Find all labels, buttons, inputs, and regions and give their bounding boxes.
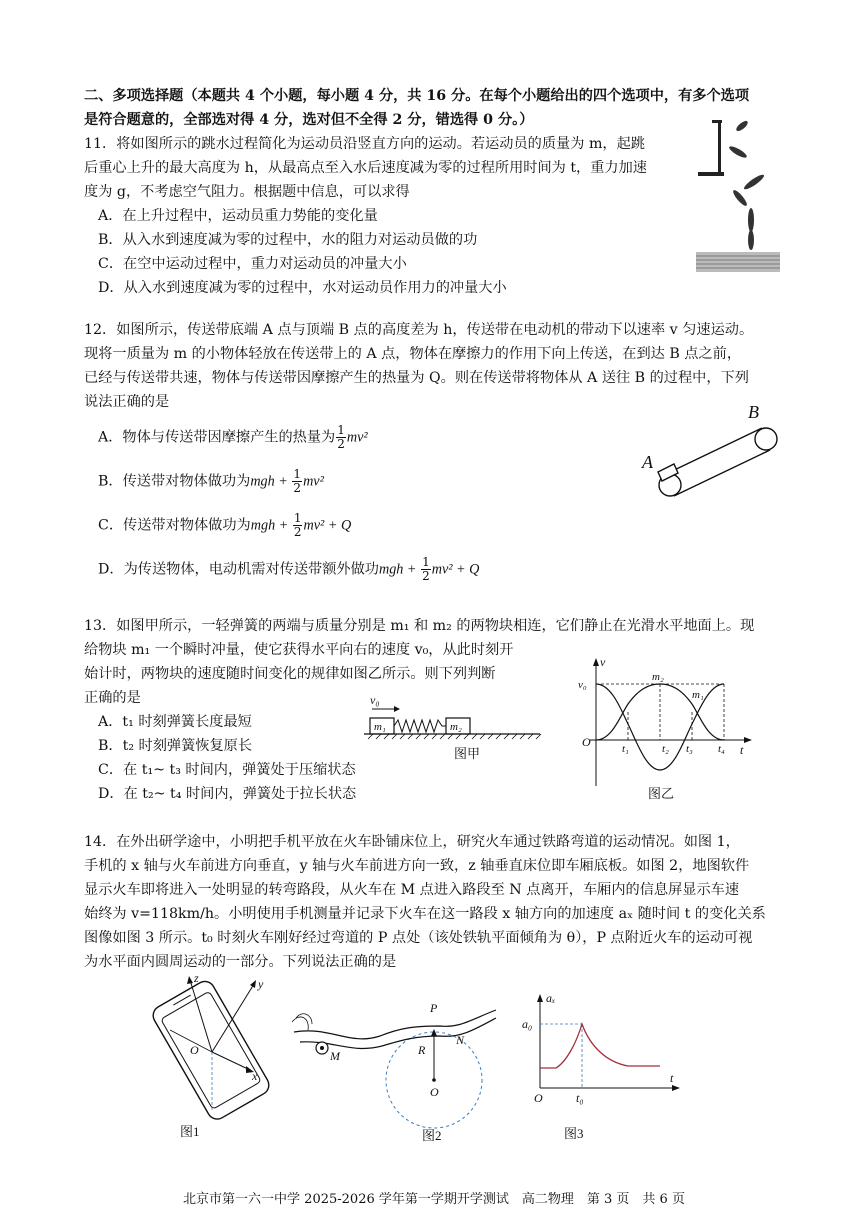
p-point-label: P	[430, 1001, 438, 1015]
section-heading-line1: 二、多项选择题（本题共 4 个小题，每小题 4 分，共 16 分。在每个小题给出的四个选项中，有多个选项	[84, 88, 750, 104]
fig-yi-caption: 图乙	[648, 786, 675, 801]
x-axis-label: x	[252, 1069, 258, 1083]
m1-curve-label: m₁	[692, 689, 704, 701]
v0-label: v₀	[370, 693, 380, 707]
ax-curve	[540, 1024, 660, 1068]
t-axis-label: t	[670, 1071, 674, 1085]
q12-stem-line3: 已经与传送带共速，物体与传送带因摩擦产生的热量为 Q。则在传送带将物体从 A 送往 B 的过程中，下列	[84, 370, 749, 386]
fig3-caption: 图3	[564, 1126, 584, 1141]
v-axis-label: v	[600, 655, 606, 669]
t1-tick: t₁	[622, 743, 629, 755]
m1-block-label: m₁	[374, 721, 386, 733]
label-a: A	[642, 452, 653, 472]
y-axis-label: y	[258, 977, 264, 991]
center-label: O	[430, 1085, 439, 1099]
phone-axes-figure	[150, 972, 280, 1142]
diving-figure	[696, 112, 780, 282]
q11-option-b: B．从入水到速度减为零的过程中，水的阻力对运动员做的功	[98, 232, 478, 248]
q11-option-c: C．在空中运动过程中，重力对运动员的冲量大小	[98, 256, 407, 272]
ax-axis-label: aₓ	[546, 991, 556, 1005]
q11-stem-line1: 11．将如图所示的跳水过程简化为运动员沿竖直方向的运动。若运动员的质量为 m，起跳	[84, 136, 645, 152]
q12-stem-line2: 现将一质量为 m 的小物体轻放在传送带上的 A 点，物体在摩擦力的作用下向上传送，在到达 B 点之前，	[84, 346, 742, 362]
conveyor-figure	[636, 400, 786, 510]
fraction-half: $\frac{1}{2}$	[422, 555, 430, 583]
origin-label: O	[190, 1043, 199, 1057]
velocity-time-graph	[576, 654, 756, 804]
t2-tick: t₂	[662, 743, 669, 755]
curved-track-figure	[290, 996, 500, 1146]
n-point-label: N	[456, 1033, 465, 1047]
fraction-half: $\frac{1}{2}$	[337, 423, 345, 451]
t4-tick: t₄	[718, 743, 725, 755]
spring-blocks-figure	[364, 692, 544, 772]
q12-option-c: C．传送带对物体做功为mgh + $\frac{1}{2}$ mv² + Q	[98, 511, 352, 539]
q11-stem-line3: 度为 g，不考虑空气阻力。根据题中信息，可以求得	[84, 184, 410, 200]
q14-stem-line4: 始终为 v=118km/h。小明使用手机测量并记录下火车在这一路段 x 轴方向的加速度 aₓ 随时间 t 的变化关系	[84, 906, 766, 922]
q13-stem-line2: 给物块 m₁ 一个瞬时冲量，使它获得水平向右的速度 v₀，从此时刻开	[84, 642, 514, 658]
q13-stem-line1: 13．如图甲所示，一轻弹簧的两端与质量分别是 m₁ 和 m₂ 的两物块相连，它们静止在光滑水平地面上。现	[84, 618, 755, 634]
q13-stem-line4: 正确的是	[84, 690, 141, 706]
fig-jia-caption: 图甲	[454, 746, 481, 761]
q14-stem-line1: 14．在外出研学途中，小明把手机平放在火车卧铺床位上，研究火车通过铁路弯道的运动情况。如图 1，	[84, 834, 740, 850]
q11-option-a: A．在上升过程中，运动员重力势能的变化量	[98, 208, 378, 224]
v0-tick-label: v₀	[578, 679, 587, 691]
label-b: B	[748, 402, 759, 422]
q12-stem-line4: 说法正确的是	[84, 394, 170, 410]
z-axis-label: z	[194, 971, 199, 985]
fig1-caption: 图1	[180, 1124, 200, 1139]
acceleration-time-graph	[520, 988, 690, 1143]
q13-stem-line3: 始计时，两物块的速度随时间变化的规律如图乙所示。则下列判断	[84, 666, 496, 682]
q14-stem-line5: 图像如图 3 所示。t₀ 时刻火车刚好经过弯道的 P 点处（该处铁轨平面倾角为 θ），P 点附近火车的运动可视	[84, 930, 753, 946]
q12-option-b: B．传送带对物体做功为mgh + $\frac{1}{2}$ mv²	[98, 467, 324, 495]
q12-option-d: D．为传送物体，电动机需对传送带额外做功mgh + $\frac{1}{2}$ mv² + Q	[98, 555, 480, 583]
origin-label: O	[582, 735, 591, 749]
origin-label: O	[534, 1091, 543, 1105]
q13-option-b: B．t₂ 时刻弹簧恢复原长	[98, 738, 253, 754]
q12-stem-line1: 12．如图所示，传送带底端 A 点与顶端 B 点的高度差为 h，传送带在电动机的带动下以速率 v 匀速运动。	[84, 322, 754, 338]
m2-curve-label: m₂	[652, 671, 664, 683]
q14-stem-line3: 显示火车即将进入一处明显的转弯路段，从火车在 M 点进入路段至 N 点离开，车厢内的信息屏显示车速	[84, 882, 740, 898]
fraction-half: $\frac{1}{2}$	[293, 467, 302, 495]
page-footer: 北京市第一六一中学 2025-2026 学年第一学期开学测试 高二物理 第 3 页 共 6 页	[183, 1192, 685, 1207]
r-label: R	[418, 1043, 426, 1057]
q11-option-d: D．从入水到速度减为零的过程中，水对运动员作用力的冲量大小	[98, 280, 507, 296]
a0-tick-label: a₀	[522, 1017, 533, 1031]
q14-stem-line2: 手机的 x 轴与火车前进方向垂直，y 轴与火车前进方向一致，z 轴垂直床位即车厢底板。如图 2，地图软件	[84, 858, 750, 874]
q14-stem-line6: 为水平面内圆周运动的一部分。下列说法正确的是	[84, 954, 397, 970]
t3-tick: t₃	[686, 743, 693, 755]
q12-option-a: A．物体与传送带因摩擦产生的热量为 $\frac{1}{2}$ mv²	[98, 423, 368, 451]
q11-stem-line2: 后重心上升的最大高度为 h，从最高点至入水后速度减为零的过程所用时间为 t，重力加速	[84, 160, 647, 176]
section-heading-line2: 是符合题意的，全部选对得 4 分，选对但不全得 2 分，错选得 0 分。）	[84, 112, 534, 128]
m-point-label: M	[330, 1049, 340, 1063]
fraction-half: $\frac{1}{2}$	[293, 511, 302, 539]
q13-option-d: D．在 t₂~ t₄ 时间内，弹簧处于拉长状态	[98, 786, 357, 802]
q13-option-a: A．t₁ 时刻弹簧长度最短	[98, 714, 252, 730]
m2-block-label: m₂	[450, 721, 462, 733]
q13-option-c: C．在 t₁~ t₃ 时间内，弹簧处于压缩状态	[98, 762, 356, 778]
t0-tick-label: t₀	[576, 1091, 584, 1105]
fig2-caption: 图2	[422, 1128, 442, 1143]
t-axis-label: t	[740, 743, 744, 757]
